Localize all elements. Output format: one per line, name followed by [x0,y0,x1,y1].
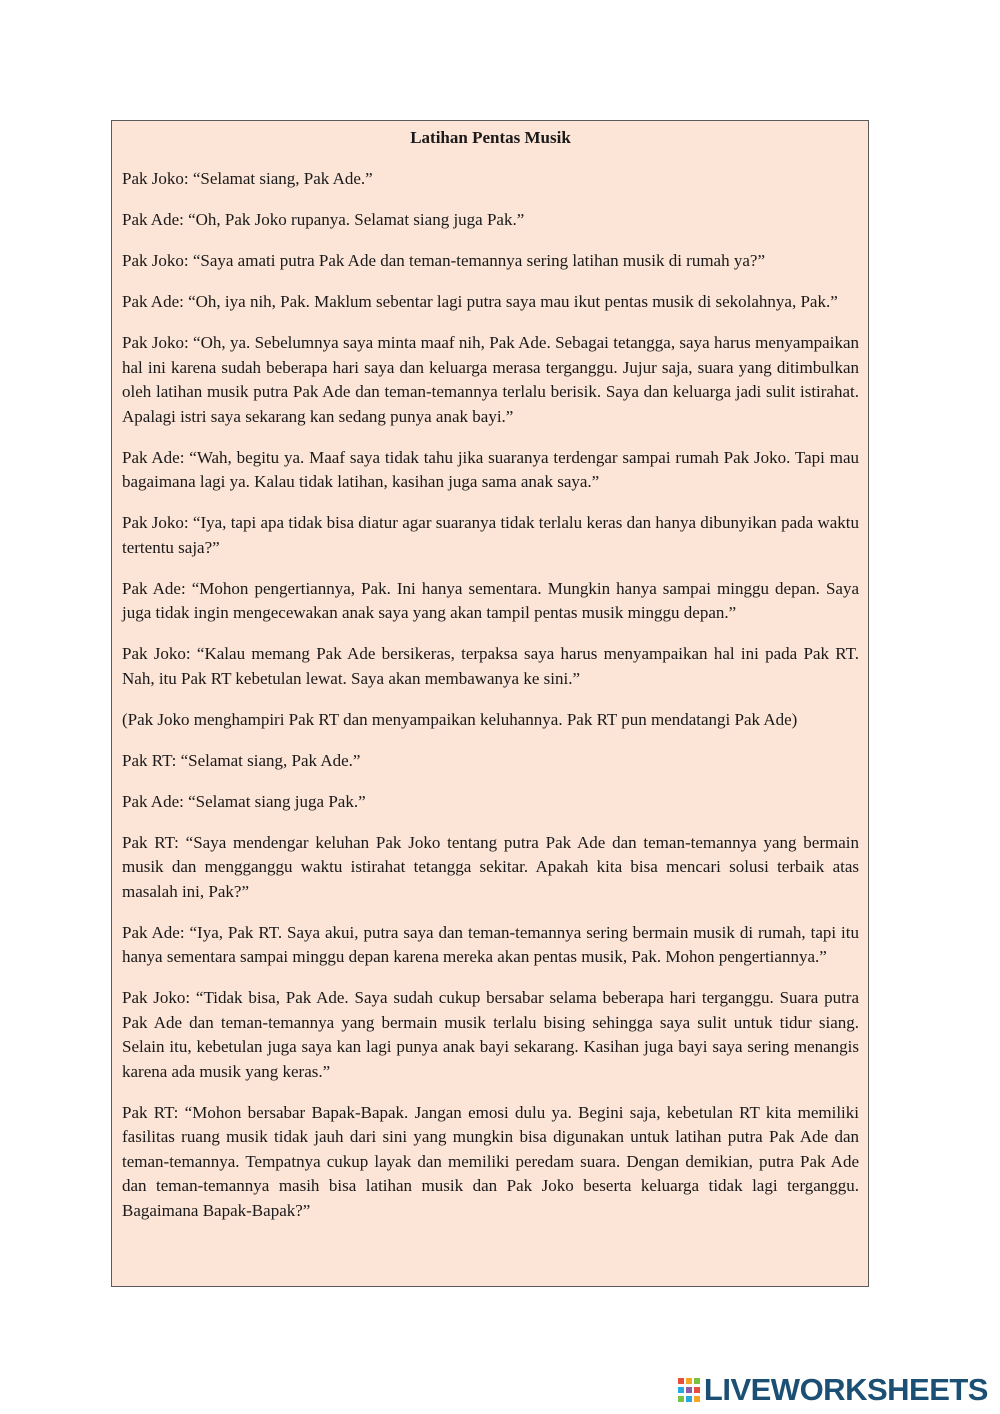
dialogue-line: Pak RT: “Saya mendengar keluhan Pak Joko tentang putra Pak Ade dan teman-temannya yang bermain musik dan mengganggu waktu istirahat tetangga sekitar. Apakah kita bisa mencari solusi terbaik atas masalah ini, Pak?” [122,832,859,901]
dialogue-line: Pak Joko: “Oh, ya. Sebelumnya saya minta maaf nih, Pak Ade. Sebagai tetangga, saya harus menyampaikan hal ini karena sudah beberapa hari saya dan keluarga merasa terganggu. Jujur saja, suara yang ditimbulkan oleh latihan musik putra Pak Ade dan teman-temannya terlalu berisik. Saya dan keluarga jadi sulit istirahat. Apalagi istri saya sekarang kan sedang punya anak bayi.” [122,333,859,426]
dialogue-line: Pak Ade: “Wah, begitu ya. Maaf saya tidak tahu jika suaranya terdengar sampai rumah Pak Joko. Tapi mau bagaimana lagi ya. Kalau tidak latihan, kasihan juga sama anak saya.” [122,447,859,491]
dialogue-line: Pak Ade: “Iya, Pak RT. Saya akui, putra saya dan teman-temannya sering bermain musik di rumah, tapi itu hanya sementara sampai minggu depan karena mereka akan pentas musik, Pak. Mohon pengertiannya.” [122,922,859,966]
dialogue-line: Pak RT: “Selamat siang, Pak Ade.” [122,750,361,770]
liveworksheets-brand [678,1372,988,1408]
dialogue-box [111,120,869,1287]
dialogue-line: Pak Joko: “Kalau memang Pak Ade bersikeras, terpaksa saya harus menyampaikan hal ini pada Pak RT. Nah, itu Pak RT kebetulan lewat. Saya akan membawanya ke sini.” [122,644,859,688]
dialogue-line: Pak Ade: “Oh, iya nih, Pak. Maklum sebentar lagi putra saya mau ikut pentas musik di sekolahnya, Pak.” [122,292,838,311]
dialogue-line: Pak RT: “Mohon bersabar Bapak-Bapak. Jangan emosi dulu ya. Begini saja, kebetulan RT kita memiliki fasilitas ruang musik tidak jauh dari sini yang mungkin bisa digunakan untuk latihan putra Pak Ade dan teman-temannya. Tempatnya cukup layak dan memiliki peredam suara. Dengan demikian, putra Pak Ade dan teman-temannya masih bisa latihan musik dan Pak Joko beserta keluarga tidak lagi terganggu. Bagaimana Bapak-Bapak?” [122,1102,859,1220]
dialogue-line: Pak Joko: “Saya amati putra Pak Ade dan teman-temannya sering latihan musik di rumah ya?” [122,251,765,270]
document-title: Latihan Pentas Musik [410,128,571,147]
dialogue-line: Pak Ade: “Mohon pengertiannya, Pak. Ini hanya sementara. Mungkin hanya sampai minggu depan. Saya juga tidak ingin mengecewakan anak saya yang akan tampil pentas musik minggu depan.” [122,578,859,622]
dialogue-line: Pak Joko: “Tidak bisa, Pak Ade. Saya sudah cukup bersabar selama beberapa hari terganggu. Suara putra Pak Ade dan teman-temannya yang bermain musik terlalu bising sehingga saya sulit untuk tidur siang. Selain itu, kebetulan juga saya kan lagi punya anak bayi sekarang. Kasihan juga bayi saya sering menangis karena ada musik yang keras.” [122,988,859,1081]
dialogue-line: Pak Ade: “Selamat siang juga Pak.” [122,791,366,811]
stage-direction: (Pak Joko menghampiri Pak RT dan menyampaikan keluhannya. Pak RT pun mendatangi Pak Ade) [122,709,798,729]
dialogue-line: Pak Joko: “Selamat siang, Pak Ade.” [122,169,373,188]
dialogue-line: Pak Ade: “Oh, Pak Joko rupanya. Selamat siang juga Pak.” [122,210,525,229]
dialogue-line: Pak Joko: “Iya, tapi apa tidak bisa diatur agar suaranya tidak terlalu keras dan hanya dibunyikan pada waktu tertentu saja?” [122,513,859,557]
liveworksheets-logo-icon [678,1378,700,1402]
liveworksheets-wordmark: LIVEWORKSHEETS [703,1372,988,1407]
